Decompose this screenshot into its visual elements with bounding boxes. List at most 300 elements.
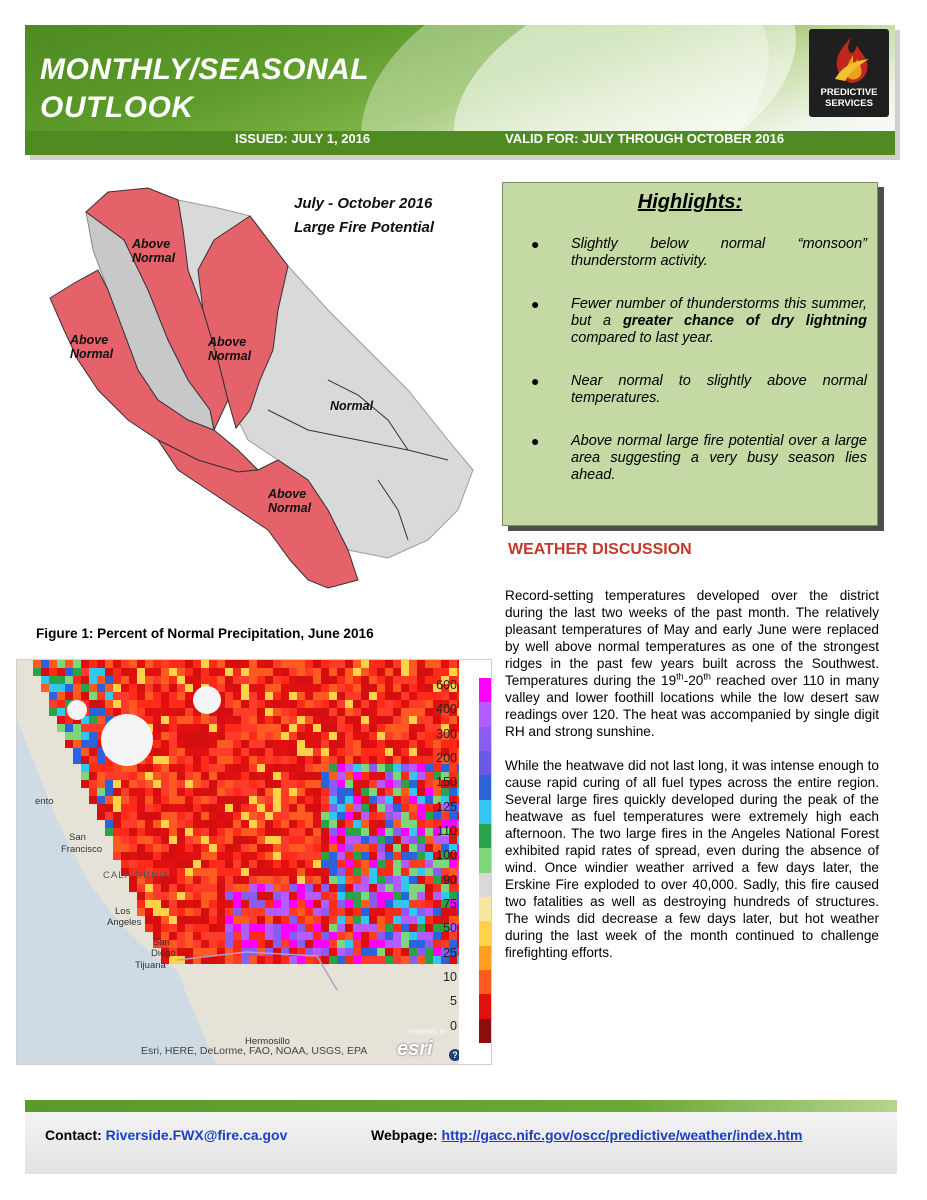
- precip-cell: [177, 692, 185, 700]
- precip-cell: [73, 724, 81, 732]
- precip-cell: [153, 740, 161, 748]
- legend-swatch: [479, 921, 491, 945]
- no-data-patch: [101, 714, 153, 766]
- precip-cell: [217, 812, 225, 820]
- precip-cell: [393, 716, 401, 724]
- precip-cell: [257, 900, 265, 908]
- precip-cell: [393, 812, 401, 820]
- precip-cell: [393, 668, 401, 676]
- precip-cell: [401, 684, 409, 692]
- precip-cell: [385, 740, 393, 748]
- precip-cell: [273, 884, 281, 892]
- precip-cell: [241, 708, 249, 716]
- precip-cell: [233, 788, 241, 796]
- precip-cell: [337, 676, 345, 684]
- precip-cell: [209, 676, 217, 684]
- precip-cell: [169, 748, 177, 756]
- precip-cell: [369, 924, 377, 932]
- precip-cell: [377, 692, 385, 700]
- precip-cell: [329, 900, 337, 908]
- legend-tick-label: 0: [450, 1018, 457, 1033]
- precip-cell: [369, 876, 377, 884]
- precip-cell: [73, 692, 81, 700]
- precip-cell: [153, 676, 161, 684]
- precip-cell: [49, 676, 57, 684]
- precip-cell: [177, 876, 185, 884]
- precip-cell: [281, 884, 289, 892]
- precip-cell: [329, 780, 337, 788]
- title-line-2: OUTLOOK: [40, 91, 194, 124]
- precip-cell: [121, 668, 129, 676]
- precip-cell: [233, 948, 241, 956]
- precip-cell: [313, 876, 321, 884]
- precip-cell: [353, 804, 361, 812]
- precip-cell: [353, 812, 361, 820]
- precip-cell: [289, 908, 297, 916]
- precip-cell: [321, 860, 329, 868]
- precip-cell: [297, 764, 305, 772]
- precip-cell: [105, 828, 113, 836]
- place-label: Diego: [151, 948, 176, 959]
- precip-cell: [321, 892, 329, 900]
- precip-cell: [209, 796, 217, 804]
- precip-cell: [201, 940, 209, 948]
- precip-cell: [105, 788, 113, 796]
- bullet-icon: ●: [531, 236, 540, 252]
- precip-cell: [313, 908, 321, 916]
- place-label: San: [153, 937, 170, 948]
- precip-cell: [441, 668, 449, 676]
- precip-cell: [217, 868, 225, 876]
- precip-cell: [193, 748, 201, 756]
- precip-cell: [41, 660, 49, 668]
- precip-cell: [225, 956, 233, 964]
- precip-cell: [265, 772, 273, 780]
- precip-cell: [369, 900, 377, 908]
- precip-cell: [297, 684, 305, 692]
- precip-cell: [425, 668, 433, 676]
- precip-cell: [385, 940, 393, 948]
- precip-cell: [89, 684, 97, 692]
- precip-cell: [313, 820, 321, 828]
- precip-cell: [89, 716, 97, 724]
- precip-cell: [393, 844, 401, 852]
- precip-cell: [265, 676, 273, 684]
- precip-cell: [89, 740, 97, 748]
- precip-cell: [305, 916, 313, 924]
- precip-cell: [33, 660, 41, 668]
- precip-cell: [97, 772, 105, 780]
- precip-cell: [209, 668, 217, 676]
- precip-cell: [305, 724, 313, 732]
- precip-cell: [193, 908, 201, 916]
- precip-cell: [233, 716, 241, 724]
- precip-cell: [185, 956, 193, 964]
- precip-cell: [361, 804, 369, 812]
- precip-cell: [193, 780, 201, 788]
- precip-cell: [89, 788, 97, 796]
- precip-cell: [209, 828, 217, 836]
- precip-cell: [313, 756, 321, 764]
- precip-cell: [393, 748, 401, 756]
- precip-cell: [65, 692, 73, 700]
- precip-cell: [353, 844, 361, 852]
- precip-cell: [393, 724, 401, 732]
- precip-cell: [281, 780, 289, 788]
- precip-cell: [193, 884, 201, 892]
- precip-cell: [273, 820, 281, 828]
- precip-cell: [273, 948, 281, 956]
- precip-cell: [137, 700, 145, 708]
- map-label-above-south-2: Normal: [268, 501, 312, 515]
- precip-cell: [385, 844, 393, 852]
- precip-cell: [281, 932, 289, 940]
- legend-swatch: [479, 848, 491, 872]
- precip-cell: [265, 684, 273, 692]
- precip-cell: [321, 708, 329, 716]
- precip-cell: [225, 660, 233, 668]
- precip-cell: [241, 812, 249, 820]
- precip-cell: [145, 812, 153, 820]
- precip-cell: [369, 764, 377, 772]
- map-label-above-south-1: Above: [268, 487, 307, 501]
- precip-cell: [337, 860, 345, 868]
- precip-cell: [225, 924, 233, 932]
- precip-cell: [185, 764, 193, 772]
- precip-cell: [249, 900, 257, 908]
- precip-cell: [49, 708, 57, 716]
- precip-cell: [113, 708, 121, 716]
- precip-cell: [225, 900, 233, 908]
- precip-cell: [393, 756, 401, 764]
- precip-cell: [273, 932, 281, 940]
- precip-cell: [393, 732, 401, 740]
- precip-cell: [105, 764, 113, 772]
- precip-cell: [289, 844, 297, 852]
- precip-cell: [353, 764, 361, 772]
- precip-cell: [361, 876, 369, 884]
- precip-cell: [353, 660, 361, 668]
- precip-cell: [201, 756, 209, 764]
- precip-cell: [249, 956, 257, 964]
- precip-cell: [305, 884, 313, 892]
- precip-cell: [345, 788, 353, 796]
- help-icon[interactable]: ?: [449, 1049, 461, 1061]
- precip-cell: [161, 852, 169, 860]
- precip-cell: [225, 836, 233, 844]
- precip-cell: [289, 668, 297, 676]
- precip-cell: [313, 852, 321, 860]
- precip-cell: [305, 660, 313, 668]
- precip-cell: [449, 668, 457, 676]
- precip-cell: [337, 724, 345, 732]
- precip-cell: [257, 788, 265, 796]
- precip-cell: [225, 860, 233, 868]
- precip-cell: [297, 668, 305, 676]
- legend-tick-label: 125: [436, 799, 457, 814]
- precip-cell: [265, 940, 273, 948]
- precip-cell: [329, 820, 337, 828]
- precip-cell: [169, 740, 177, 748]
- precip-cell: [209, 812, 217, 820]
- precip-cell: [321, 660, 329, 668]
- precip-cell: [329, 716, 337, 724]
- precip-cell: [89, 764, 97, 772]
- precip-cell: [289, 916, 297, 924]
- precip-cell: [137, 668, 145, 676]
- precip-cell: [393, 836, 401, 844]
- precip-cell: [265, 876, 273, 884]
- precip-cell: [401, 660, 409, 668]
- precip-cell: [401, 676, 409, 684]
- precip-cell: [345, 892, 353, 900]
- precip-cell: [313, 868, 321, 876]
- precip-cell: [281, 788, 289, 796]
- precip-cell: [249, 836, 257, 844]
- page-title: [40, 51, 369, 127]
- precip-cell: [209, 852, 217, 860]
- precip-cell: [281, 772, 289, 780]
- precip-cell: [129, 780, 137, 788]
- precip-cell: [209, 804, 217, 812]
- precip-cell: [281, 956, 289, 964]
- precip-cell: [209, 756, 217, 764]
- precip-cell: [377, 748, 385, 756]
- precip-cell: [129, 836, 137, 844]
- precip-cell: [297, 788, 305, 796]
- precip-cell: [249, 692, 257, 700]
- precip-cell: [329, 940, 337, 948]
- precip-cell: [313, 780, 321, 788]
- precip-cell: [177, 932, 185, 940]
- precip-cell: [401, 940, 409, 948]
- precip-cell: [233, 756, 241, 764]
- logo-line-2: SERVICES: [825, 98, 873, 109]
- precip-cell: [177, 716, 185, 724]
- legend-tick-label: 150: [436, 775, 457, 790]
- precip-cell: [393, 948, 401, 956]
- precip-cell: [313, 684, 321, 692]
- precip-cell: [265, 844, 273, 852]
- precip-cell: [265, 924, 273, 932]
- precip-cell: [393, 876, 401, 884]
- precip-cell: [297, 772, 305, 780]
- precip-cell: [345, 900, 353, 908]
- place-label: CALIFORNIA: [103, 870, 171, 881]
- precip-cell: [217, 732, 225, 740]
- precip-cell: [345, 860, 353, 868]
- precip-cell: [353, 892, 361, 900]
- precip-cell: [257, 764, 265, 772]
- bullet-icon: ●: [531, 373, 540, 389]
- precip-cell: [97, 716, 105, 724]
- precip-cell: [281, 740, 289, 748]
- precip-cell: [97, 708, 105, 716]
- precip-cell: [185, 732, 193, 740]
- webpage-link[interactable]: http://gacc.nifc.gov/oscc/predictive/weather/index.htm: [441, 1127, 803, 1143]
- precip-cell: [369, 700, 377, 708]
- precip-cell: [361, 900, 369, 908]
- precip-cell: [105, 804, 113, 812]
- precip-cell: [345, 948, 353, 956]
- precip-cell: [113, 772, 121, 780]
- precip-cell: [241, 836, 249, 844]
- precip-cell: [153, 852, 161, 860]
- precip-cell: [249, 748, 257, 756]
- precip-cell: [121, 820, 129, 828]
- precip-cell: [273, 924, 281, 932]
- precip-cell: [177, 668, 185, 676]
- precip-cell: [249, 668, 257, 676]
- legend-tick-label: 600: [436, 678, 457, 692]
- precip-cell: [185, 740, 193, 748]
- precip-cell: [217, 684, 225, 692]
- precip-cell: [377, 836, 385, 844]
- precip-cell: [377, 852, 385, 860]
- precipitation-map[interactable]: [16, 659, 492, 1065]
- precip-cell: [145, 804, 153, 812]
- precip-cell: [169, 788, 177, 796]
- precip-cell: [305, 692, 313, 700]
- precip-cell: [233, 932, 241, 940]
- precip-cell: [345, 796, 353, 804]
- precip-cell: [177, 724, 185, 732]
- precip-cell: [169, 756, 177, 764]
- superscript: th: [703, 671, 711, 682]
- precip-cell: [313, 700, 321, 708]
- precip-cell: [201, 828, 209, 836]
- precip-cell: [233, 668, 241, 676]
- large-fire-potential-map: [28, 180, 480, 600]
- precip-cell: [169, 852, 177, 860]
- highlight-item: [531, 296, 867, 347]
- precip-cell: [297, 868, 305, 876]
- precip-cell: [129, 828, 137, 836]
- precip-cell: [273, 836, 281, 844]
- precip-cell: [113, 780, 121, 788]
- precip-cell: [401, 732, 409, 740]
- precip-cell: [193, 796, 201, 804]
- precip-cell: [177, 740, 185, 748]
- precip-cell: [361, 788, 369, 796]
- legend-swatch: [479, 873, 491, 897]
- precip-cell: [65, 740, 73, 748]
- precip-cell: [321, 868, 329, 876]
- precip-cell: [377, 780, 385, 788]
- precip-cell: [105, 812, 113, 820]
- precip-cell: [305, 852, 313, 860]
- precip-cell: [137, 900, 145, 908]
- precip-cell: [337, 956, 345, 964]
- precip-cell: [345, 884, 353, 892]
- precip-cell: [329, 668, 337, 676]
- precip-cell: [265, 948, 273, 956]
- precip-cell: [225, 772, 233, 780]
- precip-cell: [385, 916, 393, 924]
- precip-cell: [137, 676, 145, 684]
- precip-cell: [145, 788, 153, 796]
- precip-cell: [257, 884, 265, 892]
- precip-cell: [233, 828, 241, 836]
- precip-cell: [97, 804, 105, 812]
- precip-cell: [257, 876, 265, 884]
- precip-cell: [137, 860, 145, 868]
- contact-email-link[interactable]: Riverside.FWX@fire.ca.gov: [105, 1127, 288, 1143]
- precip-cell: [113, 812, 121, 820]
- precip-cell: [401, 804, 409, 812]
- precip-cell: [257, 708, 265, 716]
- precip-cell: [145, 860, 153, 868]
- precip-cell: [177, 788, 185, 796]
- precip-cell: [281, 916, 289, 924]
- precip-cell: [153, 764, 161, 772]
- paragraph-text: -20: [683, 673, 704, 688]
- precip-cell: [273, 772, 281, 780]
- precip-cell: [393, 852, 401, 860]
- precip-cell: [297, 796, 305, 804]
- precip-cell: [225, 884, 233, 892]
- precip-cell: [385, 932, 393, 940]
- precip-cell: [353, 828, 361, 836]
- precip-cell: [353, 748, 361, 756]
- precip-cell: [361, 844, 369, 852]
- precip-cell: [321, 900, 329, 908]
- precip-cell: [233, 748, 241, 756]
- precip-cell: [369, 908, 377, 916]
- precip-cell: [225, 812, 233, 820]
- legend-labels: [415, 676, 457, 1044]
- precip-cell: [233, 956, 241, 964]
- precip-cell: [401, 748, 409, 756]
- precip-cell: [289, 892, 297, 900]
- precip-cell: [385, 868, 393, 876]
- precip-cell: [249, 676, 257, 684]
- precip-cell: [369, 676, 377, 684]
- precip-cell: [81, 684, 89, 692]
- precip-cell: [137, 692, 145, 700]
- precip-cell: [81, 732, 89, 740]
- precip-cell: [297, 708, 305, 716]
- precip-cell: [161, 796, 169, 804]
- precip-cell: [361, 732, 369, 740]
- precip-cell: [297, 852, 305, 860]
- highlight-item: [531, 433, 867, 484]
- highlight-text: Near normal to slightly above normal temperatures.: [571, 373, 867, 406]
- precip-cell: [305, 708, 313, 716]
- precip-cell: [265, 900, 273, 908]
- precip-cell: [97, 684, 105, 692]
- precip-cell: [193, 940, 201, 948]
- precip-cell: [369, 860, 377, 868]
- precip-cell: [321, 676, 329, 684]
- precip-cell: [401, 924, 409, 932]
- precip-cell: [305, 684, 313, 692]
- precip-cell: [225, 684, 233, 692]
- precip-cell: [217, 804, 225, 812]
- precip-cell: [345, 756, 353, 764]
- precip-cell: [145, 660, 153, 668]
- legend-swatch: [479, 994, 491, 1018]
- precip-cell: [257, 772, 265, 780]
- precip-cell: [249, 780, 257, 788]
- precip-cell: [273, 804, 281, 812]
- precip-cell: [241, 892, 249, 900]
- precip-cell: [273, 724, 281, 732]
- precip-cell: [281, 900, 289, 908]
- precip-cell: [281, 708, 289, 716]
- precip-cell: [225, 700, 233, 708]
- precip-cell: [217, 756, 225, 764]
